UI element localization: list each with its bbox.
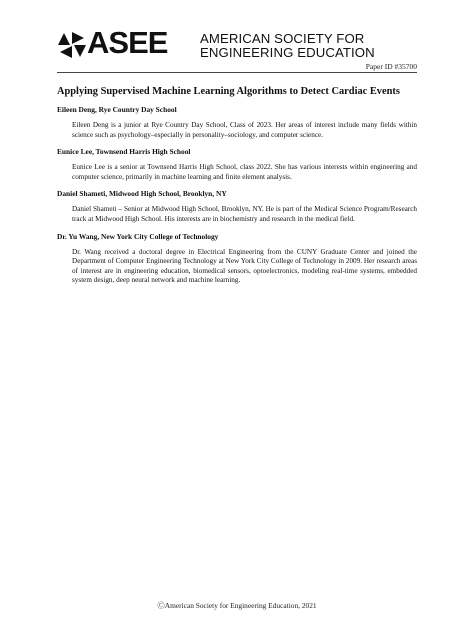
author-name: Eunice Lee, Townsend Harris High School — [57, 147, 191, 157]
asee-spiral-logo-icon — [57, 31, 87, 59]
header-rule — [57, 72, 417, 73]
asee-org-name — [200, 32, 375, 59]
author-name: Eileen Deng, Rye Country Day School — [57, 105, 177, 114]
paper-title: Applying Supervised Machine Learning Algorithms to Detect Cardiac Events — [57, 86, 400, 97]
org-line-2: ENGINEERING EDUCATION — [200, 44, 375, 60]
author-bios — [57, 105, 417, 293]
author-name: Dr. Yu Wang, New York City College of Technology — [57, 231, 219, 241]
author-name: Daniel Shameti, Midwood High School, Brooklyn, NY — [57, 189, 227, 199]
author-bio — [57, 232, 417, 286]
org-line-1: AMERICAN SOCIETY FOR — [200, 31, 365, 46]
author-bio — [57, 147, 417, 182]
author-bio-text: Dr. Wang received a doctoral degree in Electrical Engineering from the CUNY Graduate Center and joined the Department of Computer Engineering Technology at New York City College of Technology in 2009. Her research areas of interest are in engineering education, biomedical sensors, optoelectronics, modeling real-time systems, embedded system design, deep neural network and machine learning. — [72, 247, 417, 285]
asee-wordmark: ASEE — [87, 25, 168, 60]
copyright-footer: ⒸAmerican Society for Engineering Education, 2021 — [157, 601, 317, 610]
paper-id: Paper ID #35700 — [365, 62, 417, 71]
author-bio-text: Daniel Shameti – Senior at Midwood High School, Brooklyn, NY. He is part of the Medical Science Program/Research track at Midwood High School. His interests are in biochemistry and research in the medical field. — [72, 205, 417, 223]
author-bio — [57, 105, 417, 140]
author-bio — [57, 189, 417, 224]
author-bio-text: Eileen Deng is a junior at Rye Country Day School, Class of 2023. Her areas of interest include many fields within science such as psychology–especially in personality–sociology, and computer science. — [72, 121, 417, 139]
author-bio-text: Eunice Lee is a senior at Townsend Harris High School, class 2022. She has various interests within engineering and computer science, primarily in machine learning and finite element analysis. — [72, 163, 417, 181]
